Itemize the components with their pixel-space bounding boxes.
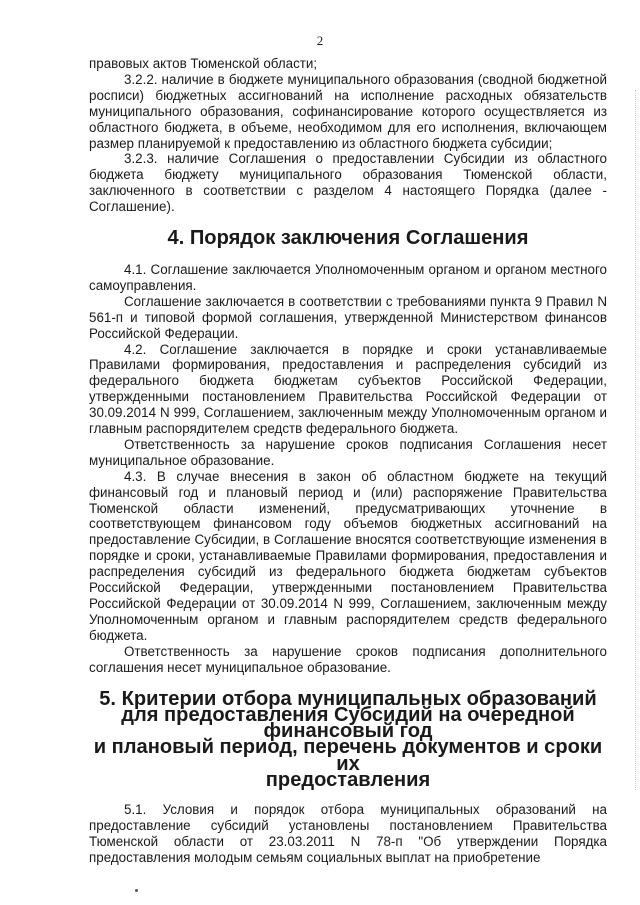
paragraph-3-2-3: 3.2.3. наличие Соглашения о предоставлении Субсидии из областного бюджета бюджету муниципального образования Тюменской области, заключенного в соответствии с разделом 4 настоящего Порядка (далее - Соглашение).	[89, 151, 607, 215]
paragraph-4-2-responsibility: Ответственность за нарушение сроков подписания Соглашения несет муниципальное образование.	[89, 436, 607, 468]
paragraph-4-1: 4.1. Соглашение заключается Уполномоченным органом и органом местного самоуправления.	[89, 261, 607, 293]
section-5-heading: 5. Критерии отбора муниципальных образований для предоставления Субсидий на очередной финансовый год и плановый период, перечень документов и сроки их предоставления	[93, 687, 603, 792]
scan-edge-marks	[631, 90, 636, 790]
paragraph-continuation: правовых актов Тюменской области;	[89, 56, 318, 71]
paragraph-4-1-agreement: Соглашение заключается в соответствии с требованиями пункта 9 Правил N 561-п и типовой формой соглашения, утвержденной Министерством финансов Российской Федерации.	[89, 293, 607, 341]
paragraph-3-2-2: 3.2.2. наличие в бюджете муниципального образования (сводной бюджетной росписи) бюджетных ассигнований на исполнение расходных обязательств муниципального образования, софинансирование которого осуществляется из областного бюджета, в объеме, необходимом для его исполнения, включающем размер планируемой к предоставлению из областного бюджета субсидии;	[89, 71, 607, 151]
page-number: 2	[316, 33, 324, 48]
paragraph-5-1: 5.1. Условия и порядок отбора муниципальных образований на предоставление субсидий установлены постановлением Правительства Тюменской области от 23.03.2011 N 78-п "Об утверждении Порядка предоставления молодым семьям социальных выплат на приобретение	[89, 802, 607, 866]
paragraph-4-3-responsibility: Ответственность за нарушение сроков подписания дополнительного соглашения несет муниципальное образование.	[89, 643, 607, 675]
document-body	[89, 56, 607, 866]
section-4-heading: 4. Порядок заключения Соглашения	[167, 227, 529, 250]
scan-artifact-dot	[135, 889, 138, 892]
paragraph-4-2: 4.2. Соглашение заключается в порядке и сроки устанавливаемые Правилами формирования, предоставления и распределения субсидий из федерального бюджета бюджетам субъектов Российской Федерации, утвержденными постановлением Правительства Российской Федерации от 30.09.2014 N 999, Соглашением, заключенным между Уполномоченным органом и главным распорядителем средств федерального бюджета.	[89, 341, 607, 437]
paragraph-4-3: 4.3. В случае внесения в закон об областном бюджете на текущий финансовый год и плановый период и (или) распоряжение Правительства Тюменской области изменений, предусматривающих уточнение в соответствующем финансовом году объемов бюджетных ассигнований на предоставление Субсидии, в Соглашение вносятся соответствующие изменения в порядке и сроки, устанавливаемые Правилами формирования, предоставления и распределения субсидий из федерального бюджета бюджетам субъектов Российской Федерации, утвержденными постановлением Правительства Российской Федерации от 30.09.2014 N 999, Соглашением, заключенным между Уполномоченным органом и главным распорядителем средств федерального бюджета.	[89, 468, 607, 643]
